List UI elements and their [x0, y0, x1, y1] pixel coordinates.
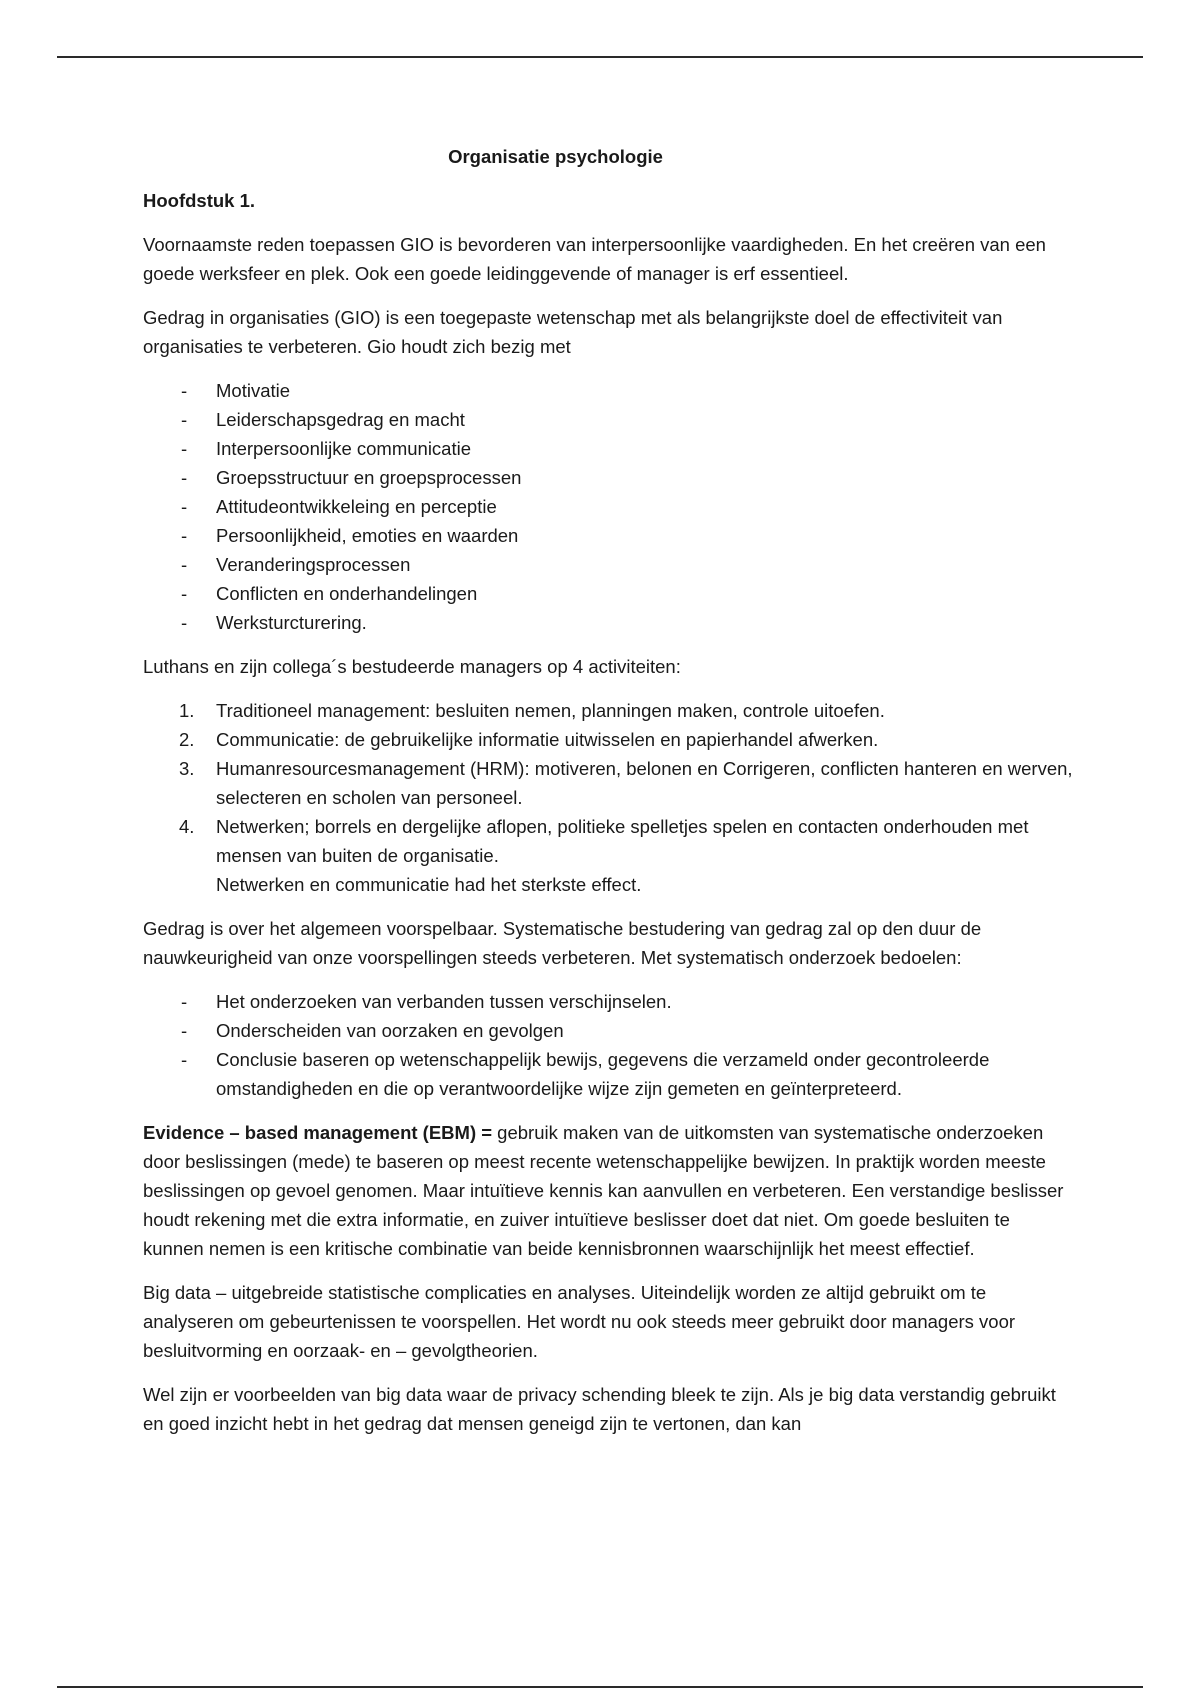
- list-item: [143, 1045, 1073, 1103]
- dash-marker: -: [181, 583, 188, 604]
- list-item: [143, 376, 1073, 405]
- list-item: [143, 434, 1073, 463]
- number-marker: 1.: [179, 700, 195, 721]
- list-item-text: Conclusie baseren op wetenschappelijk bewijs, gegevens die verzameld onder gecontroleerde omstandigheden en die op verantwoordelijke wijze zijn gemeten en geïnterpreteerd.: [216, 1049, 990, 1099]
- list-item-text: Veranderingsprocessen: [216, 554, 411, 575]
- dash-marker: -: [181, 380, 188, 401]
- ebm-definition: gebruik maken van de uitkomsten van systematische onderzoeken door beslissingen (mede) te baseren op meest recente wetenschappelijke bewijzen. In praktijk worden meeste beslissingen op gevoel genomen. Maar intuïtieve kennis kan aanvullen en verbeteren. Een verstandige beslisser houdt rekening met die extra informatie, en zuiver intuïtieve beslisser doet dat niet. Om goede besluiten te kunnen nemen is een kritische combinatie van beide kennisbronnen waarschijnlijk het meest effectief.: [143, 1122, 1064, 1259]
- document-page: [143, 142, 1073, 1453]
- gio-topics-list: [143, 376, 1073, 637]
- list-item-text: Werksturcturering.: [216, 612, 367, 633]
- number-marker: 4.: [179, 816, 195, 837]
- dash-marker: -: [181, 496, 188, 517]
- list-item: [143, 492, 1073, 521]
- list-item-text: Humanresourcesmanagement (HRM): motiveren, belonen en Corrigeren, conflicten hanteren en werven, selecteren en scholen van personeel.: [216, 758, 1073, 808]
- dash-marker: -: [181, 409, 188, 430]
- research-points-list: [143, 987, 1073, 1103]
- list-item: [143, 405, 1073, 434]
- paragraph-big-data: Big data – uitgebreide statistische complicaties en analyses. Uiteindelijk worden ze altijd gebruikt om te analyseren om gebeurtenissen te voorspellen. Het wordt nu ook steeds meer gebruikt door managers voor besluitvorming en oorzaak- en – gevolgtheorien.: [143, 1282, 1016, 1361]
- dash-marker: -: [181, 612, 188, 633]
- dash-marker: -: [181, 525, 188, 546]
- list-item: [143, 550, 1073, 579]
- footer-rule: [57, 1686, 1143, 1688]
- header-rule: [57, 56, 1143, 58]
- paragraph-privacy: Wel zijn er voorbeelden van big data waar de privacy schending bleek te zijn. Als je big data verstandig gebruikt en goed inzicht hebt in het gedrag dat mensen geneigd zijn te vertonen, dan kan: [143, 1384, 1056, 1434]
- number-marker: 2.: [179, 729, 195, 750]
- list-item: [143, 463, 1073, 492]
- paragraph-predictability: Gedrag is over het algemeen voorspelbaar. Systematische bestudering van gedrag zal op den duur de nauwkeurigheid van onze voorspellingen steeds verbeteren. Met systematisch onderzoek bedoelen:: [143, 918, 982, 968]
- list-item-text: Conflicten en onderhandelingen: [216, 583, 478, 604]
- list-item: [143, 1016, 1073, 1045]
- number-marker: 3.: [179, 758, 195, 779]
- activities-list: [143, 696, 1073, 899]
- list-item-text: Netwerken; borrels en dergelijke aflopen, politieke spelletjes spelen en contacten onderhouden met mensen van buiten de organisatie.: [216, 816, 1029, 866]
- list-item-text: Het onderzoeken van verbanden tussen verschijnselen.: [216, 991, 672, 1012]
- list-item-text: Persoonlijkheid, emoties en waarden: [216, 525, 519, 546]
- list-item: [143, 521, 1073, 550]
- list-item: [143, 812, 1073, 899]
- list-item-text: Communicatie: de gebruikelijke informatie uitwisselen en papierhandel afwerken.: [216, 729, 879, 750]
- list-item-text: Motivatie: [216, 380, 291, 401]
- paragraph-gio-definition: Gedrag in organisaties (GIO) is een toegepaste wetenschap met als belangrijkste doel de effectiviteit van organisaties te verbeteren. Gio houdt zich bezig met: [143, 307, 1003, 357]
- list-item: [143, 608, 1073, 637]
- ebm-term: Evidence – based management (EBM) =: [143, 1122, 493, 1143]
- document-title: Organisatie psychologie: [448, 146, 663, 167]
- list-item: [143, 579, 1073, 608]
- list-item-text: Leiderschapsgedrag en macht: [216, 409, 465, 430]
- list-item: [143, 754, 1073, 812]
- paragraph-luthans: Luthans en zijn collega´s bestudeerde managers op 4 activiteiten:: [143, 656, 681, 677]
- list-item: [143, 725, 1073, 754]
- list-item-text: Groepsstructuur en groepsprocessen: [216, 467, 522, 488]
- dash-marker: -: [181, 991, 188, 1012]
- list-item: [143, 987, 1073, 1016]
- list-item-note: Netwerken en communicatie had het sterkste effect.: [216, 874, 642, 895]
- dash-marker: -: [181, 467, 188, 488]
- list-item-text: Onderscheiden van oorzaken en gevolgen: [216, 1020, 564, 1041]
- list-item: [143, 696, 1073, 725]
- paragraph-ebm: [143, 1118, 1073, 1263]
- list-item-text: Traditioneel management: besluiten nemen, planningen maken, controle uitoefen.: [216, 700, 885, 721]
- dash-marker: -: [181, 1020, 188, 1041]
- chapter-heading: Hoofdstuk 1.: [143, 190, 256, 211]
- dash-marker: -: [181, 1049, 188, 1070]
- dash-marker: -: [181, 438, 188, 459]
- dash-marker: -: [181, 554, 188, 575]
- list-item-text: Attitudeontwikkeleing en perceptie: [216, 496, 497, 517]
- list-item-text: Interpersoonlijke communicatie: [216, 438, 472, 459]
- paragraph-gio-reason: Voornaamste reden toepassen GIO is bevorderen van interpersoonlijke vaardigheden. En het creëren van een goede werksfeer en plek. Ook een goede leidinggevende of manager is erf essentieel.: [143, 234, 1046, 284]
